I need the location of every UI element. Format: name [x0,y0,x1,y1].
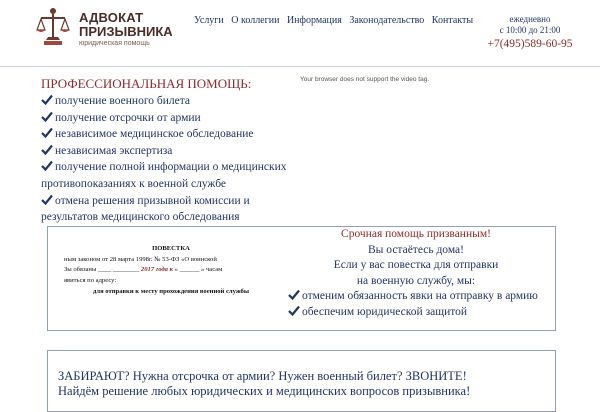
services-block [41,76,301,226]
working-hours [490,14,570,36]
services-title: ПРОФЕССИОНАЛЬНАЯ ПОМОЩЬ: [41,76,252,91]
logo-title-line2: ПРИЗЫВНИКА [79,24,173,39]
check-icon [288,289,300,300]
check-icon [288,305,300,316]
notice-date: 2017 года к [140,266,173,273]
service-label: получение отсрочки от армии [55,111,201,124]
urgent-headline: Срочная помощь призванным! [341,228,491,240]
urgent-line: Вы остаётесь дома! [368,243,464,256]
nav-item-legislation[interactable]: Законодательство [349,15,425,26]
urgent-list [280,289,552,320]
check-icon [41,127,53,138]
service-label: получение военного билета [55,95,190,107]
urgent-line: на военную службу, мы: [356,274,476,287]
list-item [41,193,301,226]
nav-item-about[interactable]: О коллегии [231,15,280,26]
schedule-hours: с 10:00 до 21:00 [499,25,561,35]
check-icon [41,144,53,155]
check-icon [41,94,53,105]
list-item [41,110,301,127]
notice-title: ПОВЕСТКА [152,245,190,252]
service-label: получение полной информации о медицинских противопоказаниях к военной службе [41,161,287,190]
check-icon [41,111,53,122]
logo-title: АДВОКАТ [79,10,144,25]
list-item [288,289,552,305]
nav-item-services[interactable]: Услуги [194,15,224,26]
notice-line: явиться по адресу: [64,276,117,284]
site-header [0,0,600,67]
list-item [41,143,301,160]
services-list [41,93,301,226]
notice-line: ным законом от 28 марта 1998г. № 53-ФЗ «О воинской [64,255,217,263]
check-icon [41,160,53,171]
logo-subtitle: юридическая помощь [79,40,150,47]
service-label: независимое медицинское обследование [55,128,254,141]
video-fallback-text: Your browser does not support the video tag. [300,76,430,83]
urgent-line: Если у вас повестка для отправки [333,259,499,272]
list-item [288,305,552,321]
schedule-days: ежедневно [509,14,551,24]
nav-item-contacts[interactable]: Контакты [431,15,474,26]
phone-number[interactable]: +7(495)589-60-95 [487,38,573,50]
notice-text: Зы обязаны ____ ________ [64,266,140,273]
nav-item-information[interactable]: Информация [286,15,342,26]
call-to-action-banner [47,350,556,412]
scales-of-justice-icon [36,6,70,48]
service-label: отмена решения призывной комиссии и результатов медицинского обследования [41,194,250,224]
summons-notice-image [64,244,278,298]
main-nav [194,15,478,26]
banner-subline: Найдём решение любых юридических и медицинских вопросов призывника! [58,384,471,398]
banner-headline: ЗАБИРАЮТ? Нужна отсрочка от армии? Нужен военный билет? ЗВОНИТЕ! [58,369,467,383]
notice-line [64,265,278,276]
check-icon [41,194,53,205]
notice-destination: для отправки к месту прохождения военной службы [93,288,249,295]
urgent-bullet-label: обеспечим юридической защитой [302,305,468,318]
summons-card [47,226,556,331]
urgent-bullet-label: отменим обязанность явки на отправку в армию [302,290,538,303]
urgent-help-block [280,227,552,321]
service-label: независимая экспертиза [55,144,173,157]
list-item [41,159,301,192]
logo[interactable] [36,6,173,50]
notice-text: « ______ » часам [174,266,223,273]
list-item [41,93,301,110]
list-item [41,126,301,143]
